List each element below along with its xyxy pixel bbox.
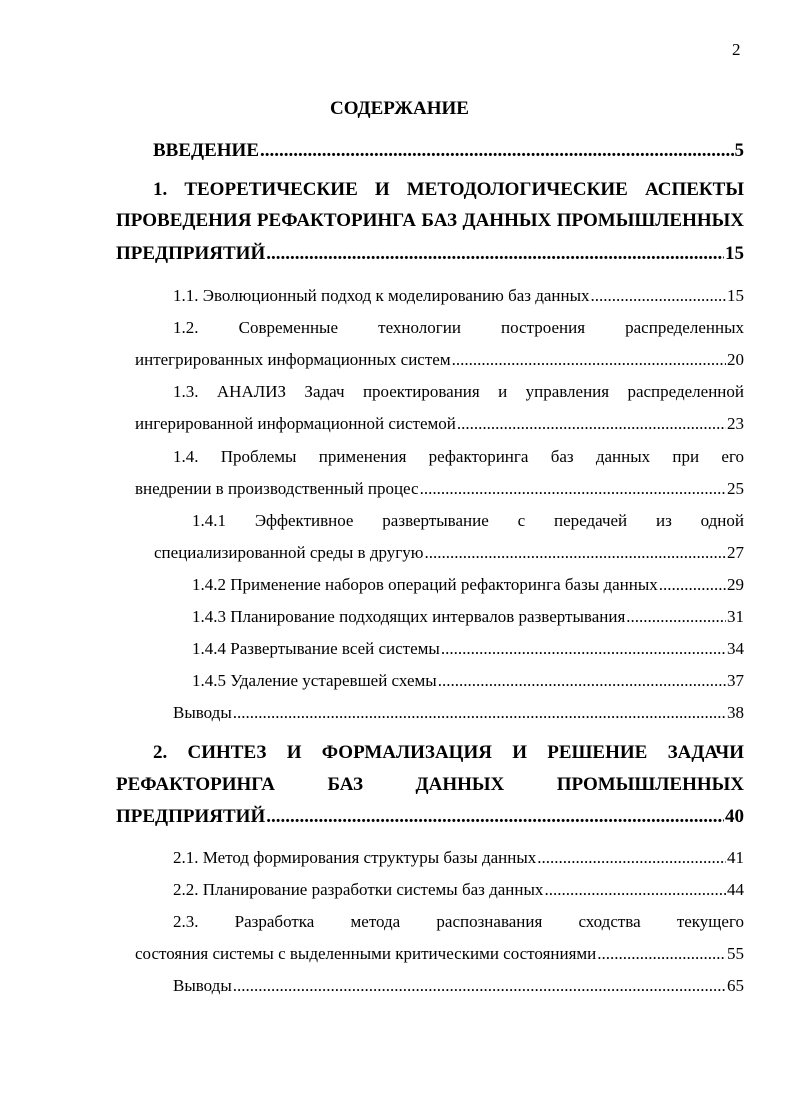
toc-entry-label: ингерированной информационной системой — [135, 414, 456, 433]
toc-entry-page: 38 — [727, 703, 744, 722]
dot-leader — [233, 973, 726, 999]
toc-section-2-3-line1[interactable]: 2.3. Разработка метода распознавания сходства текущего — [173, 912, 744, 931]
toc-entry-label: 2.1. Метод формирования структуры базы данных — [173, 848, 537, 867]
dot-leader — [537, 845, 726, 871]
toc-section-1-4-4[interactable] — [192, 636, 744, 662]
toc-entry-label: 1.4.3 Планирование подходящих интервалов развертывания — [192, 607, 626, 626]
toc-entry-page: 15 — [727, 286, 744, 305]
toc-entry-page: 29 — [727, 575, 744, 594]
toc-entry-label: ПРЕДПРИЯТИЙ — [116, 806, 266, 827]
toc-section-1-3[interactable] — [135, 411, 744, 437]
toc-entry-label: 1.4.5 Удаление устаревшей схемы — [192, 671, 437, 690]
toc-entry-page: 27 — [727, 543, 744, 562]
toc-title: СОДЕРЖАНИЕ — [330, 98, 469, 119]
toc-entry-page: 20 — [727, 350, 744, 369]
dot-leader — [260, 138, 734, 164]
toc-entry-label: 1.4.2 Применение наборов операций рефакторинга базы данных — [192, 575, 658, 594]
dot-leader — [266, 241, 724, 267]
toc-entry-page: 31 — [727, 607, 744, 626]
toc-entry-label: 1.4.4 Развертывание всей системы — [192, 639, 440, 658]
toc-section-1-4-3[interactable] — [192, 604, 744, 630]
toc-entry-page: 44 — [727, 880, 744, 899]
toc-section-1-4-5[interactable] — [192, 668, 744, 694]
dot-leader — [591, 283, 726, 309]
toc-section-1-4-1-line1[interactable]: 1.4.1 Эффективное развертывание с передачей из одной — [192, 511, 744, 530]
toc-chapter-2-conclusions[interactable] — [173, 973, 744, 999]
toc-entry-page: 5 — [734, 140, 744, 161]
dot-leader — [626, 604, 726, 630]
toc-entry-label: специализированной среды в другую — [154, 543, 424, 562]
toc-section-1-2[interactable] — [135, 347, 744, 373]
toc-entry-label: интегрированных информационных систем — [135, 350, 451, 369]
dot-leader — [457, 411, 726, 437]
toc-entry-intro[interactable] — [153, 138, 744, 164]
dot-leader — [233, 700, 726, 726]
dot-leader — [597, 941, 726, 967]
toc-entry-page: 23 — [727, 414, 744, 433]
toc-chapter-1-line2[interactable]: ПРОВЕДЕНИЯ РЕФАКТОРИНГА БАЗ ДАННЫХ ПРОМЫШЛЕННЫХ — [116, 210, 744, 231]
toc-section-1-4-line1[interactable]: 1.4. Проблемы применения рефакторинга баз данных при его — [173, 447, 744, 466]
toc-section-2-2[interactable] — [173, 877, 744, 903]
toc-entry-page: 25 — [727, 479, 744, 498]
toc-section-1-4-1[interactable] — [154, 540, 744, 566]
dot-leader — [420, 476, 726, 502]
toc-entry-page: 41 — [727, 848, 744, 867]
toc-chapter-2-line2[interactable]: РЕФАКТОРИНГА БАЗ ДАННЫХ ПРОМЫШЛЕННЫХ — [116, 774, 744, 795]
dot-leader — [266, 804, 724, 830]
toc-entry-label: состояния системы с выделенными критическими состояниями — [135, 944, 597, 963]
toc-entry-page: 55 — [727, 944, 744, 963]
page-number: 2 — [732, 40, 741, 59]
toc-entry-page: 37 — [727, 671, 744, 690]
dot-leader — [659, 572, 726, 598]
toc-section-1-1[interactable] — [173, 283, 744, 309]
toc-section-2-3[interactable] — [135, 941, 744, 967]
dot-leader — [438, 668, 726, 694]
toc-chapter-2-line1[interactable]: 2. СИНТЕЗ И ФОРМАЛИЗАЦИЯ И РЕШЕНИЕ ЗАДАЧИ — [153, 742, 744, 763]
toc-entry-label: ПРЕДПРИЯТИЙ — [116, 243, 266, 264]
toc-entry-label: Выводы — [173, 703, 232, 722]
toc-entry-page: 40 — [725, 806, 744, 827]
toc-entry-page: 15 — [725, 243, 744, 264]
toc-entry-label: ВВЕДЕНИЕ — [153, 140, 259, 161]
toc-entry-label: Выводы — [173, 976, 232, 995]
dot-leader — [452, 347, 726, 373]
dot-leader — [544, 877, 726, 903]
toc-section-1-2-line1[interactable]: 1.2. Современные технологии построения распределенных — [173, 318, 744, 337]
toc-chapter-1[interactable] — [116, 241, 744, 267]
toc-section-2-1[interactable] — [173, 845, 744, 871]
toc-entry-page: 65 — [727, 976, 744, 995]
toc-chapter-1-conclusions[interactable] — [173, 700, 744, 726]
toc-entry-label: 2.2. Планирование разработки системы баз данных — [173, 880, 544, 899]
dot-leader — [424, 540, 726, 566]
dot-leader — [441, 636, 726, 662]
toc-chapter-1-line1[interactable]: 1. ТЕОРЕТИЧЕСКИЕ И МЕТОДОЛОГИЧЕСКИЕ АСПЕКТЫ — [153, 179, 744, 200]
toc-entry-label: 1.1. Эволюционный подход к моделированию баз данных — [173, 286, 590, 305]
toc-chapter-2[interactable] — [116, 804, 744, 830]
toc-section-1-3-line1[interactable]: 1.3. АНАЛИЗ Задач проектирования и управления распределенной — [173, 382, 744, 401]
toc-section-1-4-2[interactable] — [192, 572, 744, 598]
toc-section-1-4[interactable] — [135, 476, 744, 502]
toc-entry-page: 34 — [727, 639, 744, 658]
toc-entry-label: внедрении в производственный процес — [135, 479, 419, 498]
